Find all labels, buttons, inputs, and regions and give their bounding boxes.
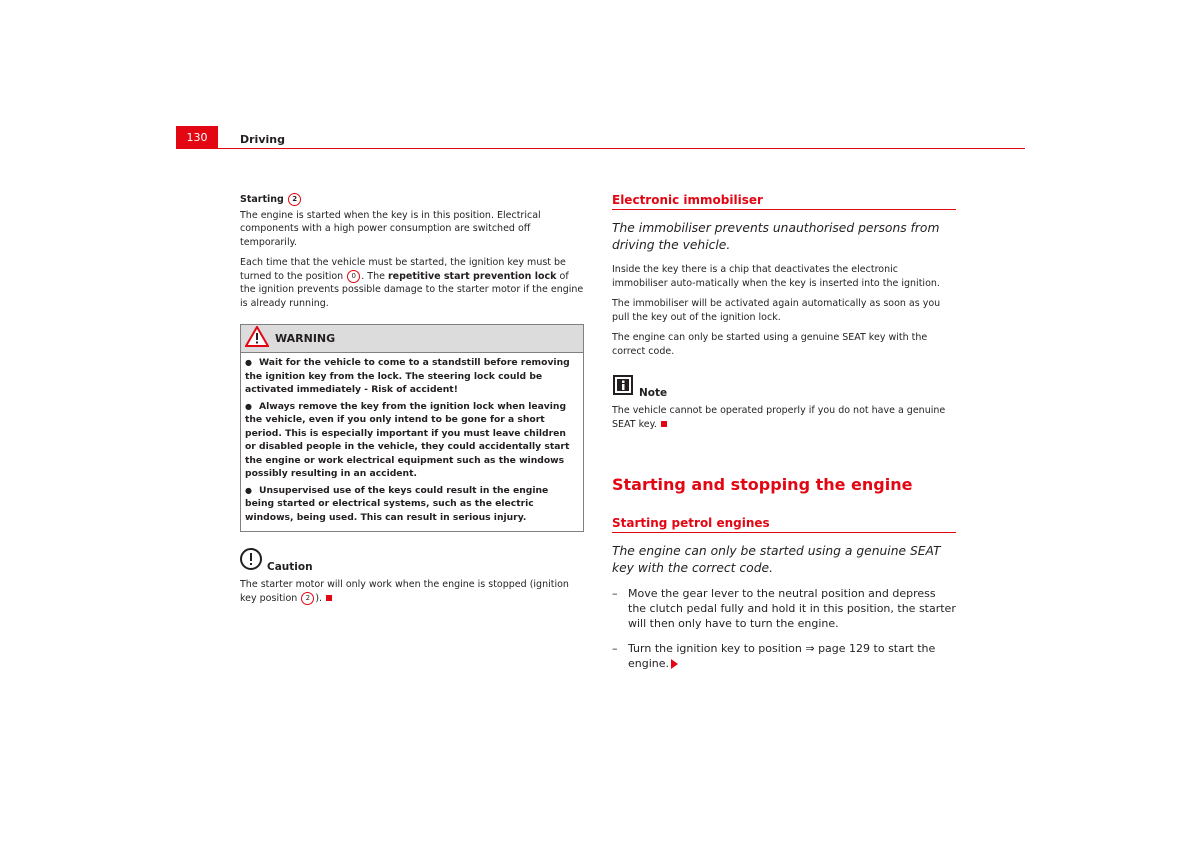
bullet-icon: ●: [245, 358, 252, 367]
position-marker: 0: [347, 270, 360, 283]
end-of-section-icon: [661, 421, 667, 427]
caution-header: [240, 548, 584, 574]
step-text: Turn the ignition key to position ⇒ page 129 to start the engine.: [628, 642, 936, 670]
page-number: 130: [176, 126, 218, 149]
position-marker: 2: [301, 592, 314, 605]
step-text-wrap: [628, 641, 956, 671]
warning-body: [241, 353, 583, 531]
dash-marker: –: [612, 587, 618, 600]
note-header: [612, 374, 956, 400]
text-run: The vehicle cannot be operated properly if you do not have a genuine SEAT key.: [612, 405, 946, 430]
text-run: Each time that the vehicle must be started, the ignition key must be turned to the position: [240, 257, 566, 282]
warning-text: Unsupervised use of the keys could result in the engine being started or electrical systems, such as the electric windows, being used. This can result in serious injury.: [245, 484, 549, 523]
warning-item: [245, 400, 579, 481]
warning-item: [245, 356, 579, 397]
note-text: [612, 404, 956, 431]
left-column: [240, 193, 584, 612]
paragraph: The engine can only be started using a genuine SEAT key with the correct code.: [612, 332, 928, 357]
note-title: Note: [639, 387, 668, 399]
intro-text: The immobiliser prevents unauthorised persons from driving the vehicle.: [612, 221, 940, 252]
heading-starting-petrol-engines: Starting petrol engines: [612, 516, 956, 533]
section-title: Driving: [240, 133, 285, 146]
paragraph: The immobiliser will be activated again automatically as soon as you pull the key out of the ignition lock.: [612, 298, 941, 323]
paragraph: Inside the key there is a chip that deactivates the electronic immobiliser auto-matically when the key is inserted into the ignition.: [612, 264, 940, 289]
paragraph: The engine is started when the key is in this position. Electrical components with a high power consumption are switched off temporarily.: [240, 209, 541, 248]
end-of-section-icon: [326, 595, 332, 601]
paragraph: [240, 256, 584, 310]
heading-electronic-immobiliser: Electronic immobiliser: [612, 193, 956, 210]
starting-label: Starting: [240, 194, 284, 205]
text-run: . The: [361, 270, 385, 282]
info-icon: [612, 374, 634, 400]
caution-text: [240, 578, 584, 605]
warning-box: [240, 324, 584, 532]
warning-title: WARNING: [275, 332, 336, 345]
caution-icon: [240, 548, 262, 574]
bullet-icon: ●: [245, 401, 252, 411]
header-divider: [218, 148, 1025, 149]
intro-text: The engine can only be started using a genuine SEAT key with the correct code.: [612, 544, 941, 575]
position-marker: 2: [288, 193, 301, 206]
caution-title: Caution: [267, 561, 313, 573]
text-run: The starter motor will only work when the engine is stopped (ignition key position: [240, 579, 569, 604]
text-run: ).: [315, 592, 323, 604]
instruction-step: [612, 586, 956, 631]
step-text: Move the gear lever to the neutral position and depress the clutch pedal fully and hold it in this position, the starter will then only have to turn the engine.: [628, 587, 956, 630]
bullet-icon: ●: [245, 485, 252, 495]
warning-header: [241, 325, 583, 353]
chapter-title: Starting and stopping the engine: [612, 475, 913, 494]
warning-triangle-icon: [245, 326, 269, 351]
bold-term: repetitive start prevention lock: [387, 270, 557, 282]
dash-marker: –: [612, 642, 618, 655]
warning-text: Wait for the vehicle to come to a standstill before removing the ignition key from the lock. The steering lock could be activated immediately - Risk of accident!: [245, 357, 570, 395]
instruction-step: [612, 641, 956, 671]
warning-item: [245, 484, 579, 525]
starting-subheading: [240, 193, 584, 207]
continue-arrow-icon: [671, 659, 678, 669]
text-run: of the ignition prevents possible damage to the starter motor if the engine is already running.: [240, 270, 584, 309]
warning-text: Always remove the key from the ignition lock when leaving the vehicle, even if you only intend to be gone for a short period. This is especially important if you must leave children or disabled people in the vehicle, they could accidentally start the engine or work electrical equipment such as the windows possibly resulting in an accident.: [245, 400, 570, 479]
right-column: [612, 193, 956, 681]
